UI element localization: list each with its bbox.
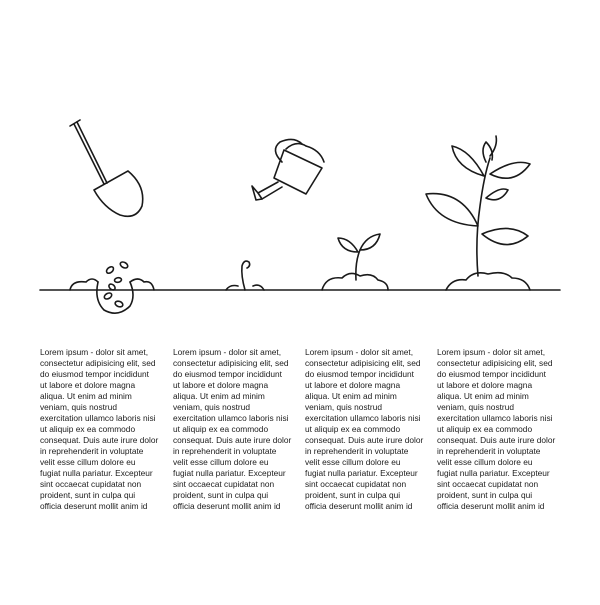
plant-icon <box>426 136 530 290</box>
watering-can-icon <box>252 139 324 200</box>
shovel-icon <box>70 120 143 216</box>
description-column-1: Lorem ipsum - dolor sit amet, consectetur adipisicing elit, sed do eiusmod tempor incididunt ut labore et dolore magna aliqua. Ut enim ad minim veniam, quis nostrud exercitation ullamco laboris nisi ut aliquip ex ea commodo consequat. Duis aute irure dolor in reprehenderit in voluptate velit esse cillum dolore eu fugiat nulla pariatur. Excepteur sint occaecat cupidatat non proident, sunt in culpa qui officia deserunt mollit anim id <box>40 347 159 511</box>
sprout-curl-icon <box>226 261 264 290</box>
description-column-3: Lorem ipsum - dolor sit amet, consectetur adipisicing elit, sed do eiusmod tempor incididunt ut labore et dolore magna aliqua. Ut enim ad minim veniam, quis nostrud exercitation ullamco laboris nisi ut aliquip ex ea commodo consequat. Duis aute irure dolor in reprehenderit in voluptate velit esse cillum dolore eu fugiat nulla pariatur. Excepteur sint occaecat cupidatat non proident, sunt in culpa qui officia deserunt mollit anim id <box>305 347 424 511</box>
description-column-4: Lorem ipsum - dolor sit amet, consectetur adipisicing elit, sed do eiusmod tempor incididunt ut labore et dolore magna aliqua. Ut enim ad minim veniam, quis nostrud exercitation ullamco laboris nisi ut aliquip ex ea commodo consequat. Duis aute irure dolor in reprehenderit in voluptate velit esse cillum dolore eu fugiat nulla pariatur. Excepteur sint occaecat cupidatat non proident, sunt in culpa qui officia deserunt mollit anim id <box>437 347 556 511</box>
seedling-icon <box>322 234 388 290</box>
description-column-2: Lorem ipsum - dolor sit amet, consectetur adipisicing elit, sed do eiusmod tempor incididunt ut labore et dolore magna aliqua. Ut enim ad minim veniam, quis nostrud exercitation ullamco laboris nisi ut aliquip ex ea commodo consequat. Duis aute irure dolor in reprehenderit in voluptate velit esse cillum dolore eu fugiat nulla pariatur. Excepteur sint occaecat cupidatat non proident, sunt in culpa qui officia deserunt mollit anim id <box>173 347 292 511</box>
seeds-icon <box>70 261 154 313</box>
